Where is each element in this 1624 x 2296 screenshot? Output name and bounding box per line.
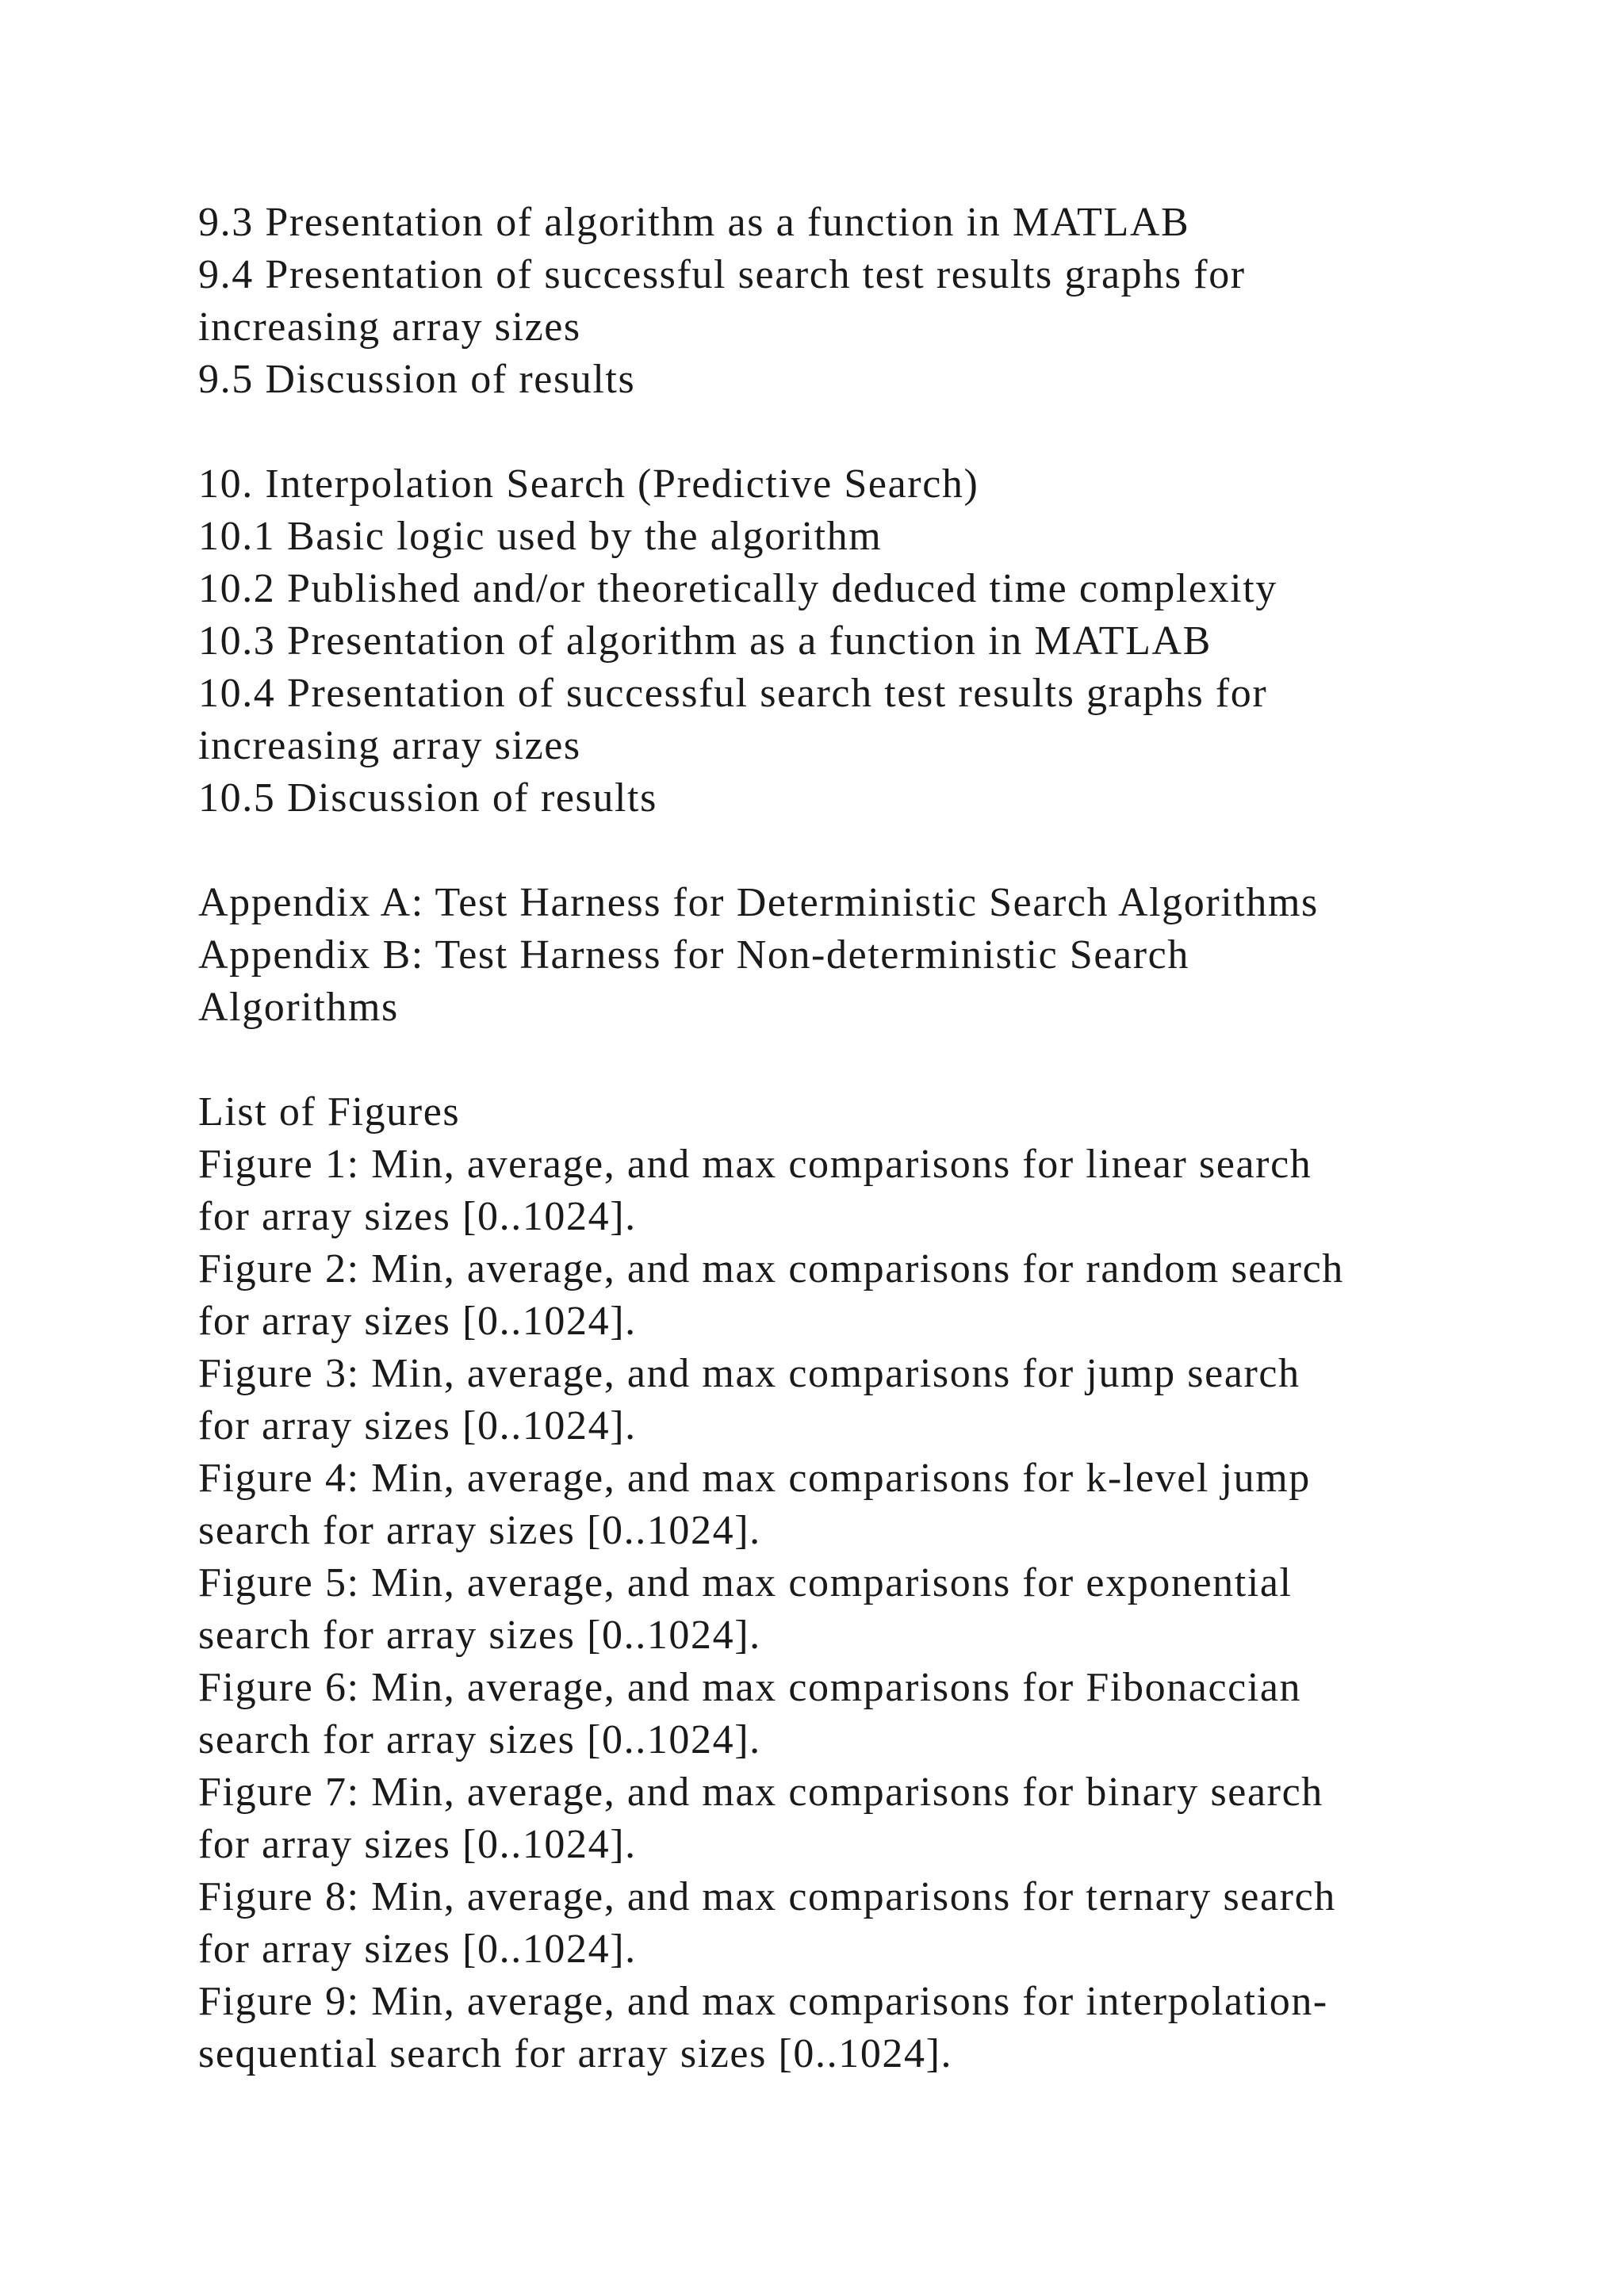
figure-line: for array sizes [0..1024]. [198,1299,637,1344]
figure-line: for array sizes [0..1024]. [198,1927,637,1972]
toc-line: 10.3 Presentation of algorithm as a function in MATLAB [198,618,1212,664]
figure-line: Figure 9: Min, average, and max comparisons for interpolation- [198,1979,1328,2024]
figure-line: search for array sizes [0..1024]. [198,1613,761,1658]
figure-line: Figure 2: Min, average, and max comparisons for random search [198,1246,1344,1292]
figure-line: for array sizes [0..1024]. [198,1403,637,1448]
figure-line: for array sizes [0..1024]. [198,1194,637,1239]
figure-line: for array sizes [0..1024]. [198,1822,637,1867]
toc-line: increasing array sizes [198,723,581,768]
figure-line: search for array sizes [0..1024]. [198,1717,761,1762]
toc-line: 10.1 Basic logic used by the algorithm [198,514,883,559]
figure-line: Figure 8: Min, average, and max comparisons for ternary search [198,1874,1336,1919]
figure-line: Figure 4: Min, average, and max comparisons for k-level jump [198,1456,1311,1501]
toc-line: 9.5 Discussion of results [198,357,636,402]
figure-line: Figure 1: Min, average, and max comparisons for linear search [198,1142,1312,1187]
section-10-list [198,458,1546,825]
toc-line: increasing array sizes [198,304,581,350]
section-9-list [198,197,1546,406]
toc-line: 9.3 Presentation of algorithm as a function in MATLAB [198,200,1190,245]
section-heading: 10. Interpolation Search (Predictive Search) [198,461,979,507]
toc-line: 9.4 Presentation of successful search test results graphs for [198,252,1246,297]
spacer [198,1034,1546,1086]
appendix-line: Appendix B: Test Harness for Non-deterministic Search [198,932,1189,978]
figure-line: sequential search for array sizes [0..1024]. [198,2031,953,2076]
toc-line: 10.2 Published and/or theoretically deduced time complexity [198,566,1277,611]
toc-line: 10.4 Presentation of successful search test results graphs for [198,671,1268,716]
toc-line: 10.5 Discussion of results [198,775,657,821]
list-of-figures [198,1086,1546,2080]
figure-line: Figure 3: Min, average, and max comparisons for jump search [198,1351,1300,1396]
figure-line: Figure 5: Min, average, and max comparisons for exponential [198,1560,1293,1605]
spacer [198,825,1546,877]
figure-line: Figure 7: Min, average, and max comparisons for binary search [198,1770,1323,1815]
document-body [198,197,1546,2080]
figure-line: search for array sizes [0..1024]. [198,1508,761,1553]
spacer [198,406,1546,458]
appendix-line: Algorithms [198,985,399,1030]
appendix-list [198,877,1546,1034]
figure-line: Figure 6: Min, average, and max comparisons for Fibonaccian [198,1665,1302,1710]
figures-heading: List of Figures [198,1089,461,1135]
appendix-line: Appendix A: Test Harness for Deterministic Search Algorithms [198,880,1319,925]
